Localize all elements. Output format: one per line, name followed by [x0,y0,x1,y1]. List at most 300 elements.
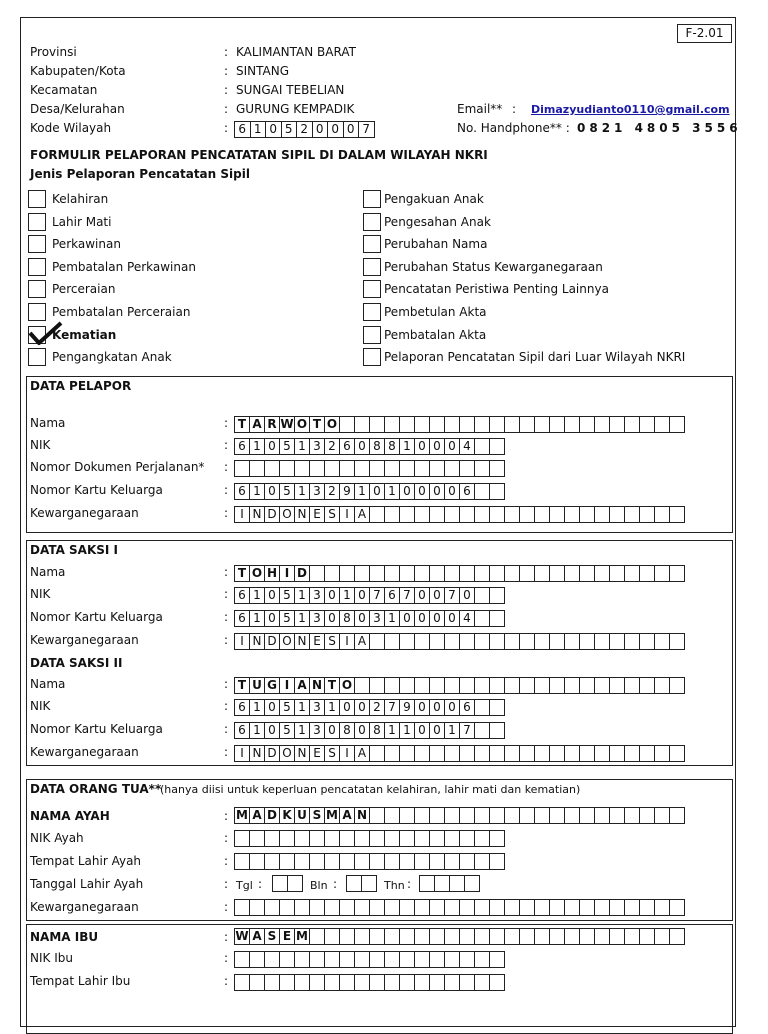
saksi2-nama-cell[interactable]: T [324,677,340,694]
ayah-nik[interactable] [234,830,505,847]
saksi1-kk-cell[interactable]: 5 [279,610,295,627]
saksi1-warga-cell[interactable] [399,633,415,650]
pelapor-kk-cell[interactable]: 0 [414,483,430,500]
ayah-nik-cell[interactable] [489,830,505,847]
pelapor-warga-cell[interactable] [429,506,445,523]
saksi2-kk-cell[interactable]: 0 [324,722,340,739]
pelapor-dok-cell[interactable] [309,460,325,477]
kode-wilayah[interactable] [234,121,375,138]
kode-wilayah-cell[interactable]: 0 [265,121,282,138]
pelapor-warga-cell[interactable]: I [339,506,355,523]
checkbox-perubahan-nama[interactable] [363,235,381,253]
saksi1-nik-cell[interactable]: 6 [384,587,400,604]
saksi1-nama-cell[interactable] [384,565,400,582]
saksi2-kk-cell[interactable]: 1 [444,722,460,739]
checkbox-pelaporan-pencatatan-sipil-dari-luar-wilayah-nkri[interactable] [363,348,381,366]
saksi1-warga-cell[interactable] [534,633,550,650]
ibu-nama-cell[interactable] [624,928,640,945]
pelapor-nik-cell[interactable]: 3 [309,438,325,455]
saksi2-nik-cell[interactable]: 0 [414,699,430,716]
ayah-tempat-lahir-cell[interactable] [429,853,445,870]
kode-wilayah-cell[interactable]: 6 [234,121,251,138]
saksi1-nama-cell[interactable] [504,565,520,582]
pelapor-dok-cell[interactable] [384,460,400,477]
pelapor-nama-cell[interactable] [339,416,355,433]
pelapor-nik-cell[interactable] [489,438,505,455]
pelapor-kk-cell[interactable] [489,483,505,500]
ibu-nama-cell[interactable] [669,928,685,945]
saksi1-kk-cell[interactable]: 1 [384,610,400,627]
saksi2-kk-cell[interactable]: 3 [309,722,325,739]
ayah-warga-cell[interactable] [519,899,535,916]
saksi2-warga-cell[interactable]: N [294,745,310,762]
pelapor-nik-cell[interactable]: 1 [249,438,265,455]
saksi1-warga-cell[interactable] [384,633,400,650]
pelapor-nik-cell[interactable]: 0 [414,438,430,455]
ayah-bln-cell[interactable] [361,875,377,892]
ayah-warga-cell[interactable] [639,899,655,916]
saksi1-nik-cell[interactable]: 7 [369,587,385,604]
ibu-nama-cell[interactable] [444,928,460,945]
pelapor-nama-cell[interactable] [414,416,430,433]
saksi1-kk-cell[interactable]: 0 [264,610,280,627]
saksi2-warga-cell[interactable] [444,745,460,762]
saksi1-kk-cell[interactable]: 0 [324,610,340,627]
ayah-tempat-lahir-cell[interactable] [384,853,400,870]
ibu-nama-cell[interactable] [549,928,565,945]
ayah-nama-cell[interactable] [639,807,655,824]
saksi1-nama-cell[interactable] [549,565,565,582]
saksi1-warga-cell[interactable]: A [354,633,370,650]
ibu-field-cell[interactable] [264,951,280,968]
ayah-tempat-lahir-cell[interactable] [249,853,265,870]
saksi2-nik-cell[interactable] [474,699,490,716]
pelapor-dok[interactable] [234,460,505,477]
saksi1-nama-cell[interactable] [519,565,535,582]
saksi2-warga-cell[interactable] [369,745,385,762]
saksi1-warga-cell[interactable]: S [324,633,340,650]
ayah-nik-cell[interactable] [234,830,250,847]
ayah-nik-cell[interactable] [369,830,385,847]
saksi1-warga-cell[interactable] [654,633,670,650]
ayah-warga-cell[interactable] [474,899,490,916]
saksi1-warga-cell[interactable]: D [264,633,280,650]
saksi2-nik-cell[interactable]: 6 [234,699,250,716]
ayah-nik-cell[interactable] [429,830,445,847]
pelapor-dok-cell[interactable] [279,460,295,477]
pelapor-nama-cell[interactable] [489,416,505,433]
ayah-nama-cell[interactable] [579,807,595,824]
ibu-field-cell[interactable] [354,974,370,991]
saksi1-warga-cell[interactable] [459,633,475,650]
checkbox-pembatalan-perkawinan[interactable] [28,258,46,276]
pelapor-kk[interactable] [234,483,505,500]
ayah-nama-cell[interactable] [444,807,460,824]
ayah-nama-cell[interactable] [534,807,550,824]
ayah-nama-cell[interactable] [564,807,580,824]
ayah-thn-cell[interactable] [434,875,450,892]
pelapor-warga-cell[interactable]: D [264,506,280,523]
saksi1-warga-cell[interactable] [594,633,610,650]
pelapor-warga-cell[interactable] [459,506,475,523]
ibu-field-cell[interactable] [414,951,430,968]
pelapor-nama-cell[interactable] [519,416,535,433]
pelapor-warga-cell[interactable] [504,506,520,523]
saksi2-warga-cell[interactable] [459,745,475,762]
ayah-warga-cell[interactable] [429,899,445,916]
saksi2-warga-cell[interactable]: E [309,745,325,762]
pelapor-warga-cell[interactable] [594,506,610,523]
saksi2-nama-cell[interactable]: T [234,677,250,694]
saksi1-kk-cell[interactable]: 0 [354,610,370,627]
ayah-bln-cell[interactable] [346,875,362,892]
saksi1-warga-cell[interactable]: N [294,633,310,650]
saksi2-nama-cell[interactable] [489,677,505,694]
saksi1-nik-cell[interactable]: 6 [234,587,250,604]
ibu-field[interactable] [234,974,505,991]
ayah-nik-cell[interactable] [474,830,490,847]
saksi1-nama-cell[interactable]: O [249,565,265,582]
ayah-warga-cell[interactable] [504,899,520,916]
pelapor-nama-cell[interactable] [429,416,445,433]
kode-wilayah-cell[interactable]: 5 [281,121,298,138]
saksi1-nik-cell[interactable]: 1 [339,587,355,604]
saksi2-warga[interactable] [234,745,685,762]
ayah-nama-cell[interactable] [549,807,565,824]
ayah-tempat-lahir-cell[interactable] [444,853,460,870]
pelapor-kk-cell[interactable]: 6 [234,483,250,500]
ibu-nama-cell[interactable]: M [294,928,310,945]
kode-wilayah-cell[interactable]: 0 [327,121,344,138]
saksi1-nik-cell[interactable]: 0 [429,587,445,604]
saksi2-nama-cell[interactable]: N [309,677,325,694]
saksi2-nama-cell[interactable]: A [294,677,310,694]
saksi1-nama-cell[interactable] [579,565,595,582]
ayah-warga-cell[interactable] [324,899,340,916]
pelapor-nik[interactable] [234,438,505,455]
saksi2-nik-cell[interactable]: 0 [354,699,370,716]
ibu-nama-cell[interactable] [594,928,610,945]
ibu-field[interactable] [234,951,505,968]
pelapor-nama-cell[interactable]: W [280,417,294,431]
pelapor-dok-cell[interactable] [234,460,250,477]
saksi1-kk-cell[interactable]: 3 [309,610,325,627]
ayah-tempat-lahir-cell[interactable] [279,853,295,870]
pelapor-nama-cell[interactable] [549,416,565,433]
saksi1-kk[interactable] [234,610,505,627]
saksi1-kk-cell[interactable]: 0 [414,610,430,627]
saksi1-nama-cell[interactable] [309,565,325,582]
ayah-warga[interactable] [234,899,685,916]
ayah-nama-cell[interactable] [384,807,400,824]
ibu-nama-cell[interactable] [384,928,400,945]
saksi1-warga-cell[interactable] [669,633,685,650]
pelapor-nama[interactable] [234,416,685,433]
saksi1-nik-cell[interactable] [489,587,505,604]
saksi2-warga-cell[interactable]: S [324,745,340,762]
pelapor-kk-cell[interactable]: 0 [399,483,415,500]
ayah-tempat-lahir-cell[interactable] [399,853,415,870]
ibu-field-cell[interactable] [474,951,490,968]
saksi1-nik[interactable] [234,587,505,604]
pelapor-nik-cell[interactable] [474,438,490,455]
ibu-field-cell[interactable] [324,951,340,968]
saksi1-nama[interactable] [234,565,685,582]
pelapor-warga-cell[interactable] [639,506,655,523]
ayah-warga-cell[interactable] [564,899,580,916]
saksi2-nama-cell[interactable]: I [279,677,295,694]
pelapor-warga-cell[interactable] [534,506,550,523]
ibu-field-cell[interactable] [384,974,400,991]
pelapor-nama-cell[interactable] [609,416,625,433]
ayah-warga-cell[interactable] [249,899,265,916]
pelapor-nama-cell[interactable] [399,416,415,433]
ayah-nik-cell[interactable] [294,830,310,847]
pelapor-kk-cell[interactable]: 1 [294,483,310,500]
ayah-warga-cell[interactable] [294,899,310,916]
pelapor-warga-cell[interactable]: N [294,506,310,523]
ayah-nama-cell[interactable] [429,807,445,824]
saksi2-nik-cell[interactable]: 1 [249,699,265,716]
saksi2-nama-cell[interactable] [624,677,640,694]
saksi2-kk-cell[interactable]: 8 [369,722,385,739]
saksi1-nama-cell[interactable] [654,565,670,582]
saksi1-kk-cell[interactable]: 0 [429,610,445,627]
saksi2-kk-cell[interactable] [489,722,505,739]
saksi1-kk-cell[interactable]: 6 [234,610,250,627]
saksi1-warga-cell[interactable] [639,633,655,650]
ibu-nama-cell[interactable]: S [264,928,280,945]
ayah-warga-cell[interactable] [384,899,400,916]
saksi1-nama-cell[interactable] [399,565,415,582]
pelapor-nama-cell[interactable]: R [264,416,280,433]
ayah-nik-cell[interactable] [279,830,295,847]
saksi2-warga-cell[interactable]: D [264,745,280,762]
ayah-nama-cell[interactable] [624,807,640,824]
saksi1-warga[interactable] [234,633,685,650]
ayah-warga-cell[interactable] [279,899,295,916]
saksi2-warga-cell[interactable] [564,745,580,762]
ayah-nama-cell[interactable] [399,807,415,824]
pelapor-nik-cell[interactable]: 0 [264,438,280,455]
ayah-nama-cell[interactable] [369,807,385,824]
saksi2-warga-cell[interactable] [534,745,550,762]
kode-wilayah-cell[interactable]: 1 [250,121,267,138]
saksi2-nik-cell[interactable]: 0 [264,699,280,716]
saksi2-nik[interactable] [234,699,505,716]
pelapor-kk-cell[interactable]: 6 [459,483,475,500]
ayah-nama-cell[interactable]: S [309,807,325,824]
ibu-field-cell[interactable] [294,951,310,968]
pelapor-dok-cell[interactable] [324,460,340,477]
ayah-nik-cell[interactable] [414,830,430,847]
kode-wilayah-cell[interactable]: 7 [358,121,375,138]
pelapor-warga-cell[interactable] [399,506,415,523]
saksi2-nama-cell[interactable] [564,677,580,694]
saksi2-nik-cell[interactable]: 3 [309,699,325,716]
saksi1-warga-cell[interactable] [444,633,460,650]
checkbox-perubahan-status-kewarganegaraan[interactable] [363,258,381,276]
saksi2-nama-cell[interactable] [369,677,385,694]
ayah-nik-cell[interactable] [339,830,355,847]
ibu-nama-cell[interactable] [369,928,385,945]
saksi2-nama-cell[interactable] [354,677,370,694]
checkbox-pembatalan-perceraian[interactable] [28,303,46,321]
pelapor-dok-cell[interactable] [429,460,445,477]
phone-value[interactable]: 0821 4805 3556 [577,121,742,135]
pelapor-nik-cell[interactable]: 8 [369,438,385,455]
ayah-nik-cell[interactable] [264,830,280,847]
kode-wilayah-cell[interactable]: 2 [296,121,313,138]
pelapor-warga-cell[interactable]: N [249,506,265,523]
ayah-thn-cell[interactable] [464,875,480,892]
ayah-nama-cell[interactable]: M [324,807,340,824]
ayah-warga-cell[interactable] [354,899,370,916]
saksi1-kk-cell[interactable]: 0 [444,610,460,627]
saksi1-warga-cell[interactable]: I [339,633,355,650]
saksi2-warga-cell[interactable] [549,745,565,762]
ayah-tempat-lahir-cell[interactable] [324,853,340,870]
ibu-field-cell[interactable] [249,951,265,968]
saksi2-nama-cell[interactable] [534,677,550,694]
saksi1-nik-cell[interactable]: 1 [249,587,265,604]
saksi2-kk-cell[interactable]: 0 [414,722,430,739]
pelapor-warga-cell[interactable] [489,506,505,523]
saksi2-warga-cell[interactable] [639,745,655,762]
pelapor-warga-cell[interactable] [549,506,565,523]
ayah-warga-cell[interactable] [594,899,610,916]
saksi1-nik-cell[interactable]: 0 [354,587,370,604]
pelapor-warga-cell[interactable] [414,506,430,523]
saksi2-warga-cell[interactable] [399,745,415,762]
saksi2-nik-cell[interactable]: 9 [399,699,415,716]
saksi1-warga-cell[interactable] [369,633,385,650]
pelapor-dok-cell[interactable] [459,460,475,477]
ayah-warga-cell[interactable] [579,899,595,916]
saksi2-warga-cell[interactable] [594,745,610,762]
ayah-nama-cell[interactable] [519,807,535,824]
saksi1-nama-cell[interactable]: D [294,565,310,582]
ibu-field-cell[interactable] [294,974,310,991]
ibu-field-cell[interactable] [444,951,460,968]
saksi2-nama-cell[interactable] [669,677,685,694]
pelapor-nama-cell[interactable] [534,416,550,433]
ayah-tempat-lahir-cell[interactable] [369,853,385,870]
pelapor-warga-cell[interactable] [369,506,385,523]
saksi2-kk-cell[interactable] [474,722,490,739]
saksi2-warga-cell[interactable] [669,745,685,762]
ibu-field-cell[interactable] [399,951,415,968]
saksi2-warga-cell[interactable] [624,745,640,762]
pelapor-warga-cell[interactable]: S [324,506,340,523]
saksi1-warga-cell[interactable] [414,633,430,650]
pelapor-nama-cell[interactable] [624,416,640,433]
ayah-bln[interactable] [346,875,377,892]
checkbox-perceraian[interactable] [28,280,46,298]
saksi2-kk-cell[interactable]: 1 [249,722,265,739]
saksi1-kk-cell[interactable]: 1 [294,610,310,627]
ibu-field-cell[interactable] [459,951,475,968]
saksi2-nik-cell[interactable] [489,699,505,716]
pelapor-nik-cell[interactable]: 8 [384,438,400,455]
pelapor-warga-cell[interactable] [609,506,625,523]
saksi2-kk-cell[interactable]: 0 [429,722,445,739]
pelapor-nama-cell[interactable] [474,416,490,433]
ibu-field-cell[interactable] [429,951,445,968]
saksi1-kk-cell[interactable] [474,610,490,627]
ayah-nama-cell[interactable] [654,807,670,824]
pelapor-nama-cell[interactable]: T [309,416,325,433]
pelapor-warga-cell[interactable] [564,506,580,523]
saksi1-nik-cell[interactable]: 3 [309,587,325,604]
saksi2-warga-cell[interactable]: A [354,745,370,762]
saksi2-nama-cell[interactable] [414,677,430,694]
pelapor-warga-cell[interactable] [654,506,670,523]
pelapor-dok-cell[interactable] [489,460,505,477]
ibu-nama-cell[interactable] [564,928,580,945]
saksi2-kk[interactable] [234,722,505,739]
saksi1-nama-cell[interactable] [324,565,340,582]
ibu-nama-cell[interactable] [429,928,445,945]
saksi1-nik-cell[interactable]: 7 [444,587,460,604]
ayah-nama-cell[interactable] [609,807,625,824]
saksi1-nama-cell[interactable] [459,565,475,582]
ibu-field-cell[interactable] [474,974,490,991]
ibu-field-cell[interactable] [399,974,415,991]
ibu-nama-cell[interactable] [639,928,655,945]
saksi1-nik-cell[interactable]: 1 [294,587,310,604]
pelapor-kk-cell[interactable]: 0 [444,483,460,500]
saksi1-kk-cell[interactable]: 8 [339,610,355,627]
pelapor-dok-cell[interactable] [399,460,415,477]
kode-wilayah-cell[interactable]: 0 [312,121,329,138]
saksi2-nik-cell[interactable]: 6 [459,699,475,716]
saksi2-nik-cell[interactable]: 7 [384,699,400,716]
ibu-field-cell[interactable] [309,951,325,968]
saksi2-nama-cell[interactable] [639,677,655,694]
ibu-field-cell[interactable] [279,951,295,968]
saksi2-warga-cell[interactable]: N [249,745,265,762]
pelapor-warga-cell[interactable]: A [354,506,370,523]
pelapor-kk-cell[interactable]: 0 [429,483,445,500]
pelapor-nama-cell[interactable] [564,416,580,433]
pelapor-warga-cell[interactable]: E [309,506,325,523]
saksi1-nama-cell[interactable] [639,565,655,582]
saksi1-warga-cell[interactable]: N [249,633,265,650]
saksi1-nama-cell[interactable] [414,565,430,582]
pelapor-kk-cell[interactable]: 3 [309,483,325,500]
ayah-thn-cell[interactable] [449,875,465,892]
pelapor-warga[interactable] [234,506,685,523]
ibu-nama-cell[interactable]: A [249,928,265,945]
pelapor-kk-cell[interactable]: 1 [249,483,265,500]
ayah-nik-cell[interactable] [324,830,340,847]
saksi2-nama-cell[interactable] [474,677,490,694]
saksi1-nama-cell[interactable] [669,565,685,582]
pelapor-nama-cell[interactable] [384,416,400,433]
saksi1-warga-cell[interactable] [489,633,505,650]
ibu-nama-cell[interactable] [414,928,430,945]
ayah-nama-cell[interactable]: K [279,807,295,824]
pelapor-dok-cell[interactable] [444,460,460,477]
saksi1-warga-cell[interactable] [519,633,535,650]
pelapor-nama-cell[interactable] [654,416,670,433]
pelapor-nama-cell[interactable] [354,416,370,433]
pelapor-nik-cell[interactable]: 4 [459,438,475,455]
pelapor-nik-cell[interactable]: 2 [324,438,340,455]
ayah-tempat-lahir-cell[interactable] [414,853,430,870]
ayah-warga-cell[interactable] [654,899,670,916]
